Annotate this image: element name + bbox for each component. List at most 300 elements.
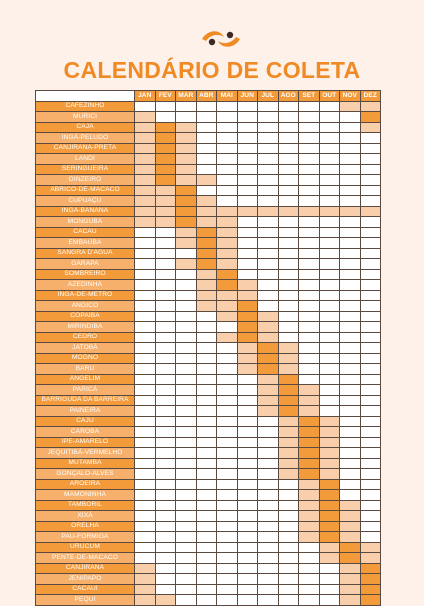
month-cell-mai — [217, 437, 238, 448]
month-cell-jan — [135, 133, 156, 144]
species-name: SANGRA D'ÁGUA — [36, 248, 135, 259]
month-cell-ago — [278, 416, 299, 427]
month-cell-ago — [278, 364, 299, 375]
month-cell-mar — [176, 322, 197, 333]
month-cell-abr — [196, 206, 217, 217]
month-cell-fev — [155, 112, 176, 123]
month-cell-out — [319, 154, 340, 165]
month-cell-dez — [360, 196, 381, 207]
table-row — [36, 353, 381, 364]
table-row — [36, 521, 381, 532]
month-cell-jan — [135, 175, 156, 186]
month-cell-nov — [340, 227, 361, 238]
month-cell-mar — [176, 500, 197, 511]
month-cell-fev — [155, 301, 176, 312]
month-cell-mar — [176, 175, 197, 186]
month-cell-nov — [340, 280, 361, 291]
table-row — [36, 532, 381, 543]
month-cell-fev — [155, 311, 176, 322]
month-cell-jul — [258, 542, 279, 553]
month-cell-abr — [196, 406, 217, 417]
month-cell-abr — [196, 563, 217, 574]
month-cell-dez — [360, 353, 381, 364]
table-row — [36, 332, 381, 343]
month-cell-mar — [176, 521, 197, 532]
month-cell-fev — [155, 217, 176, 228]
month-cell-jun — [237, 248, 258, 259]
month-cell-out — [319, 290, 340, 301]
month-cell-ago — [278, 206, 299, 217]
month-cell-jul — [258, 395, 279, 406]
month-cell-fev — [155, 553, 176, 564]
species-name: ABRICÓ-DE-MACACO — [36, 185, 135, 196]
species-name: BARU — [36, 364, 135, 375]
month-cell-jan — [135, 154, 156, 165]
month-cell-jun — [237, 364, 258, 375]
month-cell-fev — [155, 227, 176, 238]
month-cell-ago — [278, 343, 299, 354]
month-cell-dez — [360, 332, 381, 343]
month-cell-set — [299, 364, 320, 375]
month-cell-mai — [217, 217, 238, 228]
month-cell-out — [319, 343, 340, 354]
month-cell-jul — [258, 259, 279, 270]
month-cell-jan — [135, 248, 156, 259]
month-cell-ago — [278, 280, 299, 291]
month-cell-dez — [360, 227, 381, 238]
month-cell-jan — [135, 479, 156, 490]
month-cell-nov — [340, 563, 361, 574]
month-cell-set — [299, 595, 320, 606]
month-cell-nov — [340, 427, 361, 438]
month-cell-ago — [278, 448, 299, 459]
table-row — [36, 154, 381, 165]
species-name: CAJÁ — [36, 122, 135, 133]
species-name: JATOBÁ — [36, 343, 135, 354]
month-cell-jun — [237, 490, 258, 501]
month-cell-mar — [176, 448, 197, 459]
month-cell-set — [299, 343, 320, 354]
month-cell-jun — [237, 112, 258, 123]
month-cell-nov — [340, 322, 361, 333]
month-cell-ago — [278, 563, 299, 574]
month-cell-mar — [176, 143, 197, 154]
month-cell-set — [299, 217, 320, 228]
month-cell-jul — [258, 143, 279, 154]
month-cell-jun — [237, 532, 258, 543]
month-cell-abr — [196, 427, 217, 438]
month-cell-nov — [340, 175, 361, 186]
month-cell-fev — [155, 542, 176, 553]
month-cell-jun — [237, 448, 258, 459]
month-cell-set — [299, 164, 320, 175]
month-cell-abr — [196, 332, 217, 343]
table-row — [36, 269, 381, 280]
month-cell-jul — [258, 101, 279, 112]
month-cell-ago — [278, 595, 299, 606]
month-cell-out — [319, 385, 340, 396]
month-cell-set — [299, 448, 320, 459]
month-cell-jan — [135, 532, 156, 543]
month-cell-out — [319, 416, 340, 427]
month-cell-dez — [360, 248, 381, 259]
month-cell-ago — [278, 196, 299, 207]
month-cell-jan — [135, 500, 156, 511]
month-cell-dez — [360, 154, 381, 165]
month-cell-abr — [196, 595, 217, 606]
month-cell-set — [299, 206, 320, 217]
month-cell-jul — [258, 374, 279, 385]
month-cell-nov — [340, 511, 361, 522]
month-cell-jan — [135, 112, 156, 123]
month-cell-nov — [340, 500, 361, 511]
month-cell-dez — [360, 532, 381, 543]
month-cell-jul — [258, 511, 279, 522]
month-cell-abr — [196, 154, 217, 165]
month-cell-mar — [176, 416, 197, 427]
month-cell-mar — [176, 395, 197, 406]
month-cell-jan — [135, 521, 156, 532]
month-cell-out — [319, 238, 340, 249]
month-cell-abr — [196, 511, 217, 522]
month-cell-nov — [340, 532, 361, 543]
species-name: CAFEZINHO — [36, 101, 135, 112]
table-row — [36, 500, 381, 511]
month-cell-set — [299, 553, 320, 564]
month-cell-fev — [155, 133, 176, 144]
month-cell-jul — [258, 206, 279, 217]
month-cell-dez — [360, 164, 381, 175]
month-cell-set — [299, 427, 320, 438]
month-cell-dez — [360, 269, 381, 280]
species-name: CACAUÍ — [36, 584, 135, 595]
month-cell-jun — [237, 122, 258, 133]
month-cell-nov — [340, 290, 361, 301]
month-cell-dez — [360, 280, 381, 291]
month-cell-fev — [155, 269, 176, 280]
species-name: ANGICO — [36, 301, 135, 312]
month-cell-mar — [176, 469, 197, 480]
table-row — [36, 196, 381, 207]
table-row — [36, 343, 381, 354]
collection-calendar-table — [35, 90, 381, 606]
month-cell-jan — [135, 259, 156, 270]
month-cell-out — [319, 490, 340, 501]
month-cell-fev — [155, 584, 176, 595]
month-cell-ago — [278, 185, 299, 196]
month-cell-jun — [237, 227, 258, 238]
month-cell-jan — [135, 311, 156, 322]
month-cell-jan — [135, 269, 156, 280]
month-cell-jul — [258, 301, 279, 312]
month-cell-nov — [340, 385, 361, 396]
month-cell-ago — [278, 332, 299, 343]
month-cell-fev — [155, 206, 176, 217]
month-cell-abr — [196, 185, 217, 196]
month-cell-set — [299, 511, 320, 522]
month-cell-set — [299, 542, 320, 553]
month-cell-jul — [258, 164, 279, 175]
month-cell-jun — [237, 196, 258, 207]
table-row — [36, 490, 381, 501]
month-cell-set — [299, 584, 320, 595]
month-cell-out — [319, 164, 340, 175]
month-cell-fev — [155, 259, 176, 270]
species-name: PEQUI — [36, 595, 135, 606]
month-header-row — [36, 91, 381, 102]
month-cell-fev — [155, 164, 176, 175]
month-cell-dez — [360, 133, 381, 144]
month-cell-jan — [135, 185, 156, 196]
month-cell-set — [299, 490, 320, 501]
month-cell-ago — [278, 133, 299, 144]
species-name: JENIPAPO — [36, 574, 135, 585]
month-cell-jun — [237, 469, 258, 480]
month-cell-fev — [155, 490, 176, 501]
month-cell-jun — [237, 269, 258, 280]
month-cell-mar — [176, 133, 197, 144]
month-cell-jan — [135, 143, 156, 154]
month-cell-ago — [278, 175, 299, 186]
month-cell-abr — [196, 112, 217, 123]
month-cell-out — [319, 227, 340, 238]
month-cell-jul — [258, 238, 279, 249]
month-cell-mai — [217, 511, 238, 522]
species-name: GARAPA — [36, 259, 135, 270]
month-cell-out — [319, 542, 340, 553]
month-cell-abr — [196, 574, 217, 585]
month-cell-jun — [237, 458, 258, 469]
month-cell-mai — [217, 122, 238, 133]
month-cell-ago — [278, 469, 299, 480]
species-name: GONÇALO-ALVES — [36, 469, 135, 480]
month-cell-mar — [176, 185, 197, 196]
month-cell-dez — [360, 395, 381, 406]
table-row — [36, 542, 381, 553]
month-cell-out — [319, 185, 340, 196]
month-cell-jun — [237, 385, 258, 396]
species-name: CACAU — [36, 227, 135, 238]
month-cell-jun — [237, 143, 258, 154]
month-cell-fev — [155, 437, 176, 448]
month-cell-jan — [135, 238, 156, 249]
month-cell-mai — [217, 185, 238, 196]
month-cell-jan — [135, 227, 156, 238]
month-cell-out — [319, 584, 340, 595]
table-row — [36, 238, 381, 249]
month-cell-dez — [360, 479, 381, 490]
month-cell-mai — [217, 353, 238, 364]
month-cell-set — [299, 458, 320, 469]
table-row — [36, 385, 381, 396]
month-cell-jun — [237, 238, 258, 249]
month-cell-mai — [217, 416, 238, 427]
month-cell-jun — [237, 479, 258, 490]
table-row — [36, 395, 381, 406]
month-cell-jun — [237, 563, 258, 574]
species-name: MAMONINHA — [36, 490, 135, 501]
month-cell-abr — [196, 500, 217, 511]
month-cell-nov — [340, 154, 361, 165]
month-cell-set — [299, 248, 320, 259]
month-cell-dez — [360, 595, 381, 606]
month-cell-mar — [176, 574, 197, 585]
month-cell-jul — [258, 290, 279, 301]
species-name: CAJU — [36, 416, 135, 427]
month-cell-mai — [217, 301, 238, 312]
month-header-ago: AGO — [278, 91, 299, 102]
month-cell-jan — [135, 374, 156, 385]
month-cell-jan — [135, 101, 156, 112]
species-name: INGÁ-PELUDO — [36, 133, 135, 144]
month-cell-nov — [340, 395, 361, 406]
month-cell-jul — [258, 185, 279, 196]
month-cell-ago — [278, 385, 299, 396]
table-row — [36, 574, 381, 585]
month-cell-mai — [217, 500, 238, 511]
month-cell-out — [319, 500, 340, 511]
month-cell-ago — [278, 574, 299, 585]
calendar-body — [36, 101, 381, 605]
month-cell-nov — [340, 101, 361, 112]
month-cell-nov — [340, 521, 361, 532]
table-row — [36, 374, 381, 385]
month-cell-jan — [135, 164, 156, 175]
month-cell-out — [319, 133, 340, 144]
month-cell-nov — [340, 122, 361, 133]
month-cell-fev — [155, 248, 176, 259]
month-cell-mai — [217, 542, 238, 553]
month-cell-mar — [176, 490, 197, 501]
month-cell-nov — [340, 595, 361, 606]
month-cell-nov — [340, 238, 361, 249]
month-cell-mai — [217, 332, 238, 343]
month-cell-nov — [340, 364, 361, 375]
month-cell-nov — [340, 374, 361, 385]
month-cell-dez — [360, 322, 381, 333]
month-cell-out — [319, 563, 340, 574]
table-row — [36, 206, 381, 217]
species-name: MIRINDIBA — [36, 322, 135, 333]
species-name: CANJIRANA — [36, 563, 135, 574]
month-cell-mar — [176, 112, 197, 123]
month-cell-set — [299, 385, 320, 396]
month-cell-dez — [360, 511, 381, 522]
month-cell-mai — [217, 458, 238, 469]
month-cell-ago — [278, 511, 299, 522]
month-cell-fev — [155, 385, 176, 396]
month-cell-mar — [176, 101, 197, 112]
month-cell-dez — [360, 259, 381, 270]
month-cell-out — [319, 248, 340, 259]
month-cell-fev — [155, 364, 176, 375]
month-cell-mar — [176, 406, 197, 417]
month-cell-dez — [360, 427, 381, 438]
month-cell-out — [319, 332, 340, 343]
month-cell-jan — [135, 353, 156, 364]
month-cell-out — [319, 532, 340, 543]
month-cell-mai — [217, 143, 238, 154]
month-cell-out — [319, 595, 340, 606]
month-cell-jul — [258, 196, 279, 207]
table-row — [36, 101, 381, 112]
species-name: IPÊ-AMARELO — [36, 437, 135, 448]
table-row — [36, 301, 381, 312]
month-cell-nov — [340, 353, 361, 364]
month-cell-mar — [176, 196, 197, 207]
month-cell-mai — [217, 311, 238, 322]
orange-seed-logo-icon — [198, 27, 244, 51]
month-cell-fev — [155, 122, 176, 133]
month-cell-dez — [360, 143, 381, 154]
month-cell-set — [299, 311, 320, 322]
month-cell-jan — [135, 217, 156, 228]
month-cell-set — [299, 154, 320, 165]
month-cell-ago — [278, 112, 299, 123]
month-cell-jan — [135, 584, 156, 595]
month-cell-jan — [135, 343, 156, 354]
month-cell-jul — [258, 563, 279, 574]
month-cell-abr — [196, 227, 217, 238]
month-cell-mar — [176, 122, 197, 133]
month-cell-jun — [237, 343, 258, 354]
month-cell-mai — [217, 574, 238, 585]
month-cell-jul — [258, 154, 279, 165]
table-row — [36, 227, 381, 238]
month-cell-ago — [278, 101, 299, 112]
month-cell-mai — [217, 101, 238, 112]
month-cell-mar — [176, 332, 197, 343]
month-cell-set — [299, 353, 320, 364]
month-cell-mai — [217, 322, 238, 333]
month-cell-dez — [360, 385, 381, 396]
month-cell-dez — [360, 416, 381, 427]
month-cell-out — [319, 122, 340, 133]
month-cell-fev — [155, 143, 176, 154]
month-cell-out — [319, 101, 340, 112]
month-cell-jan — [135, 542, 156, 553]
species-name: INGÁ-DE-METRO — [36, 290, 135, 301]
species-name: EMBAÚBA — [36, 238, 135, 249]
species-name: OINZEIRO — [36, 175, 135, 186]
species-name: MUTAMBA — [36, 458, 135, 469]
month-cell-jun — [237, 511, 258, 522]
month-header-nov: NOV — [340, 91, 361, 102]
month-cell-dez — [360, 437, 381, 448]
species-name: CEDRO — [36, 332, 135, 343]
month-cell-jan — [135, 448, 156, 459]
month-cell-jul — [258, 553, 279, 564]
month-cell-mai — [217, 175, 238, 186]
month-cell-jan — [135, 301, 156, 312]
table-row — [36, 217, 381, 228]
month-header-out: OUT — [319, 91, 340, 102]
species-name: PAINEIRA — [36, 406, 135, 417]
month-cell-set — [299, 574, 320, 585]
month-cell-set — [299, 143, 320, 154]
month-cell-fev — [155, 101, 176, 112]
month-cell-ago — [278, 500, 299, 511]
month-cell-abr — [196, 395, 217, 406]
table-row — [36, 164, 381, 175]
month-cell-jul — [258, 280, 279, 291]
month-cell-ago — [278, 353, 299, 364]
month-cell-set — [299, 437, 320, 448]
month-cell-abr — [196, 469, 217, 480]
month-cell-jun — [237, 259, 258, 270]
month-cell-mai — [217, 406, 238, 417]
species-name: URUCUM — [36, 542, 135, 553]
